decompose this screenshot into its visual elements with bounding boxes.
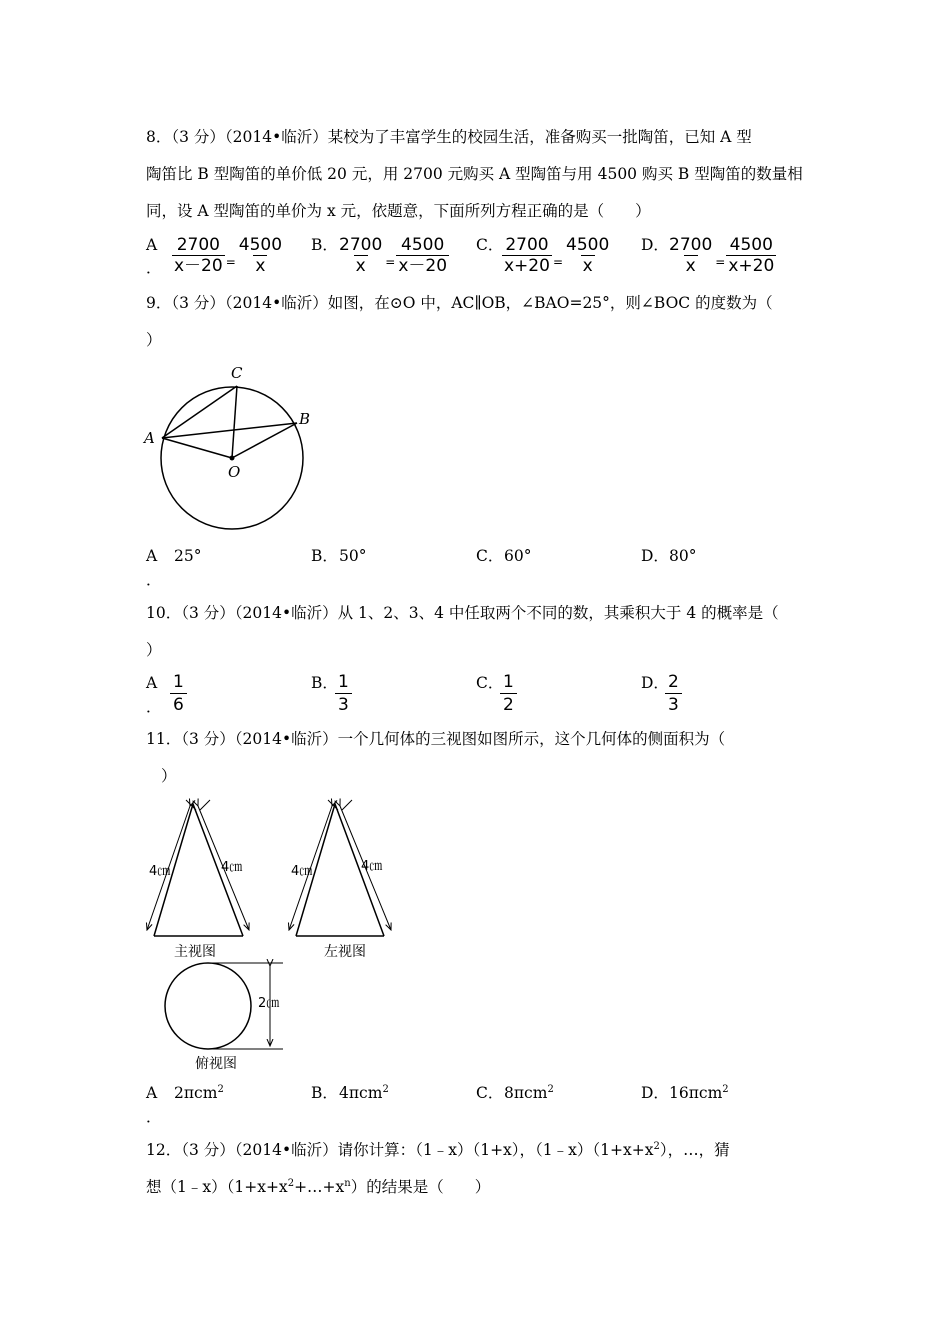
fraction: $\frac{2}{3}$ bbox=[665, 671, 682, 716]
q11-line-1: 11．（3 分）（2014•临沂）一个几何体的三视图如图所示，这个几何体的侧面积为（ bbox=[146, 730, 726, 748]
option-label: C． bbox=[476, 547, 504, 565]
front-left-dimension: 4㎝ bbox=[149, 864, 171, 879]
option-dot: ． bbox=[146, 1108, 162, 1126]
point-b-label: B bbox=[299, 410, 311, 428]
option-value: 50° bbox=[339, 547, 367, 565]
point-o-label: O bbox=[228, 463, 241, 481]
equation: $\frac{2700}{x-20}$ = $\frac{4500}{x}$ bbox=[174, 235, 283, 276]
option-value: 8πcm$^2$ bbox=[504, 1084, 554, 1102]
option-value: 25° bbox=[174, 547, 202, 565]
option-value: 16πcm$^2$ bbox=[669, 1084, 729, 1102]
option-label: D． bbox=[641, 236, 669, 254]
option-label: C． bbox=[476, 236, 504, 254]
equation: $\frac{2700}{x}$ = $\frac{4500}{x+20}$ bbox=[669, 235, 775, 276]
fraction: $\frac{1}{2}$ bbox=[500, 671, 517, 716]
side-right-dimension: 4㎝ bbox=[361, 859, 383, 874]
option-dot: ． bbox=[146, 698, 162, 716]
option-label: D． bbox=[641, 1084, 669, 1102]
option-value: 80° bbox=[669, 547, 697, 565]
q8-line-1: 8．（3 分）（2014•临沂）某校为了丰富学生的校园生活，准备购买一批陶笛，已知 A 型 bbox=[146, 128, 752, 146]
q11-line-2: ） bbox=[161, 767, 177, 785]
top-view-caption: 俯视图 bbox=[195, 1056, 237, 1072]
option-label: A bbox=[146, 236, 158, 254]
equation: $\frac{2700}{x}$ = $\frac{4500}{x-20}$ bbox=[339, 235, 448, 276]
option-label: B． bbox=[311, 674, 338, 692]
option-label: A bbox=[146, 674, 158, 692]
fraction: $\frac{1}{3}$ bbox=[335, 671, 352, 716]
q8-line-3: 同，设 A 型陶笛的单价为 x 元，依题意，下面所列方程正确的是（ ） bbox=[146, 202, 651, 220]
q8-line-2: 陶笛比 B 型陶笛的单价低 20 元，用 2700 元购买 A 型陶笛与用 4500 购买 B 型陶笛的数量相 bbox=[146, 165, 803, 183]
top-dimension: 2㎝ bbox=[258, 996, 280, 1011]
option-value: 2πcm$^2$ bbox=[174, 1084, 224, 1102]
option-label: A bbox=[146, 547, 158, 565]
q12-line-2: 想$(1﹣x)(1+x+x^2+\dots+x^n)$的结果是（ ） bbox=[146, 1178, 491, 1196]
option-label: B． bbox=[311, 547, 338, 565]
q12-line-1: 12．（3 分）（2014•临沂）请你计算：（1﹣x）（1+x），$(1﹣x)(1+x+x^2)$，…，猜 bbox=[146, 1141, 730, 1159]
point-c-label: C bbox=[231, 364, 243, 382]
option-label: C． bbox=[476, 1084, 504, 1102]
fraction: $\frac{1}{6}$ bbox=[170, 671, 187, 716]
option-dot: ． bbox=[146, 571, 162, 589]
front-view-caption: 主视图 bbox=[174, 944, 216, 960]
option-label: D． bbox=[641, 547, 669, 565]
side-view-caption: 左视图 bbox=[324, 944, 366, 960]
q10-line-2: ） bbox=[146, 641, 162, 659]
side-left-dimension: 4㎝ bbox=[291, 864, 313, 879]
option-dot: ． bbox=[146, 259, 162, 277]
option-label: D． bbox=[641, 674, 669, 692]
front-right-dimension: 4㎝ bbox=[221, 860, 243, 875]
option-label: B． bbox=[311, 236, 338, 254]
option-label: C． bbox=[476, 674, 504, 692]
option-label: A bbox=[146, 1084, 158, 1102]
equation: $\frac{2700}{x+20}$ = $\frac{4500}{x}$ bbox=[504, 235, 610, 276]
option-value: 4πcm$^2$ bbox=[339, 1084, 389, 1102]
option-label: B． bbox=[311, 1084, 338, 1102]
q9-line-2: ） bbox=[146, 331, 162, 349]
option-value: 60° bbox=[504, 547, 532, 565]
q9-line-1: 9．（3 分）（2014•临沂）如图，在⊙O 中，AC∥OB，∠BAO=25°，则∠BOC 的度数为（ bbox=[146, 294, 773, 312]
q10-line-1: 10．（3 分）（2014•临沂）从 1、2、3、4 中任取两个不同的数，其乘积大于 4 的概率是（ bbox=[146, 604, 779, 622]
point-a-label: A bbox=[144, 429, 155, 447]
